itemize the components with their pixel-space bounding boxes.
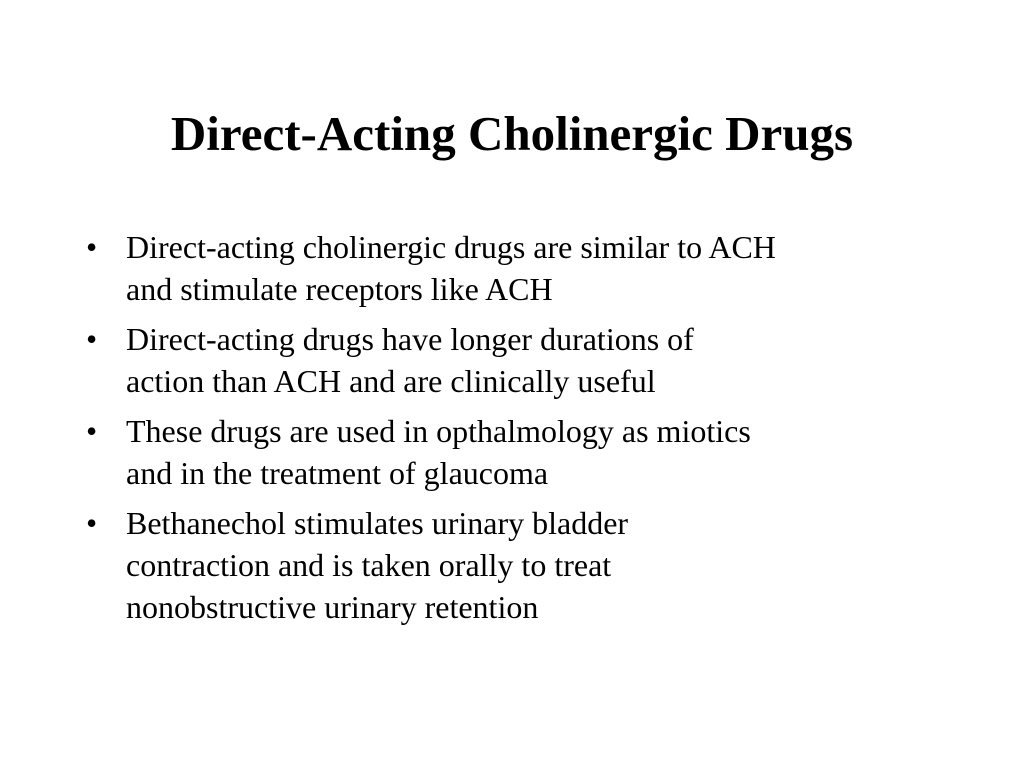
bullet-text: Bethanechol stimulates urinary bladder contraction and is taken orally to treat nonobstructive urinary retention	[126, 505, 629, 625]
bullet-marker: •	[86, 413, 98, 449]
bullet-item	[84, 318, 954, 402]
bullet-marker: •	[86, 505, 98, 541]
bullet-item	[84, 502, 954, 628]
bullet-text: Direct-acting drugs have longer durations of action than ACH and are clinically useful	[126, 321, 694, 399]
slide-title: Direct-Acting Cholinergic Drugs	[170, 106, 854, 161]
bullet-list	[84, 226, 954, 636]
bullet-text: Direct-acting cholinergic drugs are similar to ACH and stimulate receptors like ACH	[126, 229, 776, 307]
bullet-item	[84, 226, 954, 310]
bullet-marker: •	[86, 229, 98, 265]
bullet-text: These drugs are used in opthalmology as miotics and in the treatment of glaucoma	[126, 413, 751, 491]
bullet-item	[84, 410, 954, 494]
bullet-marker: •	[86, 321, 98, 357]
